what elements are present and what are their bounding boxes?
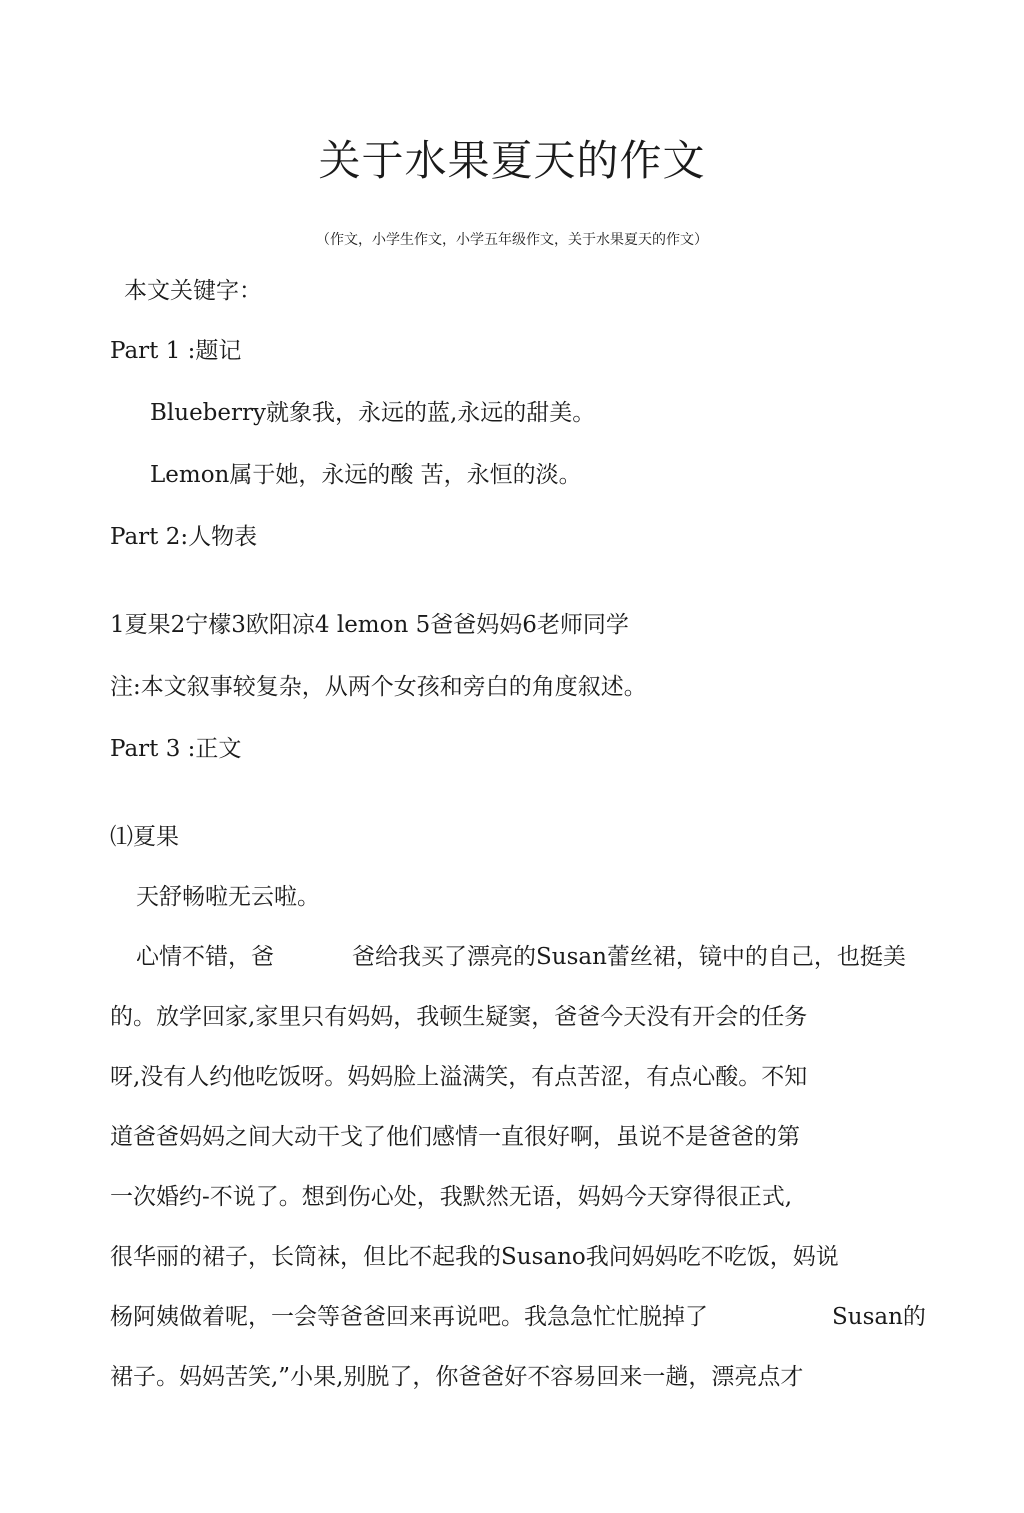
part2-heading: Part 2:人物表 xyxy=(110,524,258,550)
keywords-label: 本文关键字： xyxy=(124,278,262,304)
body-line-part-b: 爸给我买了漂亮的Susan蕾丝裙，镜中的自己，也挺美 xyxy=(352,944,906,970)
body-line-split-b: Susan的 xyxy=(832,1304,926,1330)
body-line-part-a: 心情不错，爸 xyxy=(136,944,274,970)
epigraph-line-1: Blueberry就象我，永远的蓝,永远的甜美。 xyxy=(150,400,596,426)
character-list: 1夏果2宁檬3欧阳凉4 lemon 5爸爸妈妈6老师同学 xyxy=(110,612,629,638)
document-subtitle: （作文，小学生作文，小学五年级作文，关于水果夏天的作文） xyxy=(316,232,708,248)
body-line: 道爸爸妈妈之间大动干戈了他们感情一直很好啊，虽说不是爸爸的第 xyxy=(110,1124,800,1150)
body-line: 的。放学回家,家里只有妈妈，我顿生疑窦，爸爸今天没有开会的任务 xyxy=(110,1004,808,1030)
body-paragraph-1: 天舒畅啦无云啦。 xyxy=(136,884,320,910)
part3-heading: Part 3 :正文 xyxy=(110,736,242,762)
part1-heading: Part 1 :题记 xyxy=(110,338,242,364)
body-line: 一次婚约-不说了。想到伤心处，我默然无语，妈妈今天穿得很正式, xyxy=(110,1184,793,1210)
narration-note: 注:本文叙事较复杂，从两个女孩和旁白的角度叙述。 xyxy=(110,674,647,700)
body-line: 呀,没有人约他吃饭呀。妈妈脸上溢满笑，有点苦涩，有点心酸。不知 xyxy=(110,1064,808,1090)
section-heading: ⑴夏果 xyxy=(110,824,179,850)
body-line: 很华丽的裙子，长筒袜，但比不起我的Susano我问妈妈吃不吃饭，妈说 xyxy=(110,1244,839,1270)
body-line-split-a: 杨阿姨做着呢，一会等爸爸回来再说吧。我急急忙忙脱掉了 xyxy=(110,1304,708,1330)
epigraph-line-2: Lemon属于她，永远的酸 苦，永恒的淡。 xyxy=(150,462,582,488)
body-line-last: 裙子。妈妈苦笑,”小果,别脱了，你爸爸好不容易回来一趟，漂亮点才 xyxy=(110,1364,804,1390)
document-title: 关于水果夏天的作文 xyxy=(318,136,706,185)
